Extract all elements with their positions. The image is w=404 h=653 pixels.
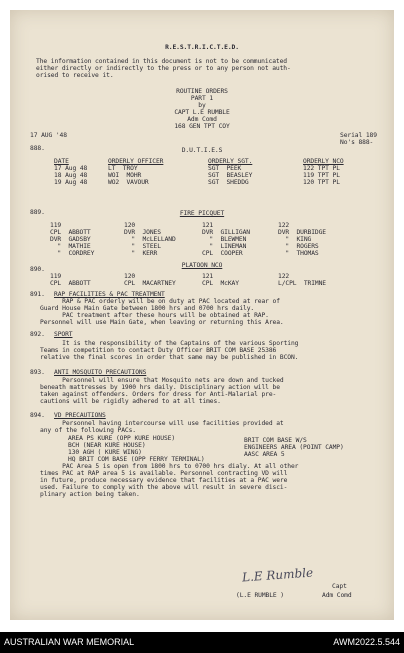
- rap-line-1: RAP & PAC orderly will be on duty at PAC located at rear of: [40, 298, 280, 305]
- vd-line-7: plinary action being taken.: [40, 491, 140, 498]
- picquet-120-line-1: DVR JONES: [124, 229, 161, 236]
- duties-row-1-sgt: SGT PEEK: [208, 165, 242, 172]
- warning-line-3: orised to receive it.: [36, 72, 114, 79]
- document-page: [10, 10, 394, 620]
- signature-rank: Capt: [332, 583, 347, 590]
- vd-left-3: 130 AGH ( KURE WING): [68, 449, 142, 456]
- vd-line-6: used. Failure to comply with the above will result in severe disci-: [40, 484, 288, 491]
- vd-line-3: PAC Area 5 is open from 1800 hrs to 0700 hrs dialy. At all other: [40, 463, 299, 470]
- nco-122-name: L/CPL TRIMNE: [278, 280, 326, 287]
- vd-left-1: AREA PS KURE (OPP KURE HOUSE): [68, 435, 176, 442]
- platoon-nco-heading: PLATOON NCO: [181, 262, 223, 269]
- classification-heading: R.E.S.T.R.I.C.T.E.D.: [165, 44, 239, 51]
- unit-name: 168 GEN TPT COY: [174, 123, 230, 130]
- warning-line-1: The information contained in this document is not to be communicated: [36, 58, 287, 65]
- picquet-122-line-2: " KING: [278, 236, 312, 243]
- vd-line-2: any of the following PACs.: [40, 427, 136, 434]
- picquet-pl-120: 120: [124, 222, 136, 229]
- section-892-number: 892.: [30, 331, 45, 338]
- nco-120-name: CPL MACARTNEY: [124, 280, 176, 287]
- duties-row-1-date: 17 Aug 48: [54, 165, 88, 172]
- sport-line-2: Teams in competition to contact Duty Officer BRIT COM BASE 25386: [40, 347, 277, 354]
- anti-mosquito-heading: ANTI MOSQUITO PRECAUTIONS: [54, 369, 147, 376]
- duties-row-1-officer: LT TROY: [108, 165, 138, 172]
- nco-pl-122: 122: [278, 273, 290, 280]
- picquet-pl-122: 122: [278, 222, 290, 229]
- vd-left-4: HQ BRIT COM BASE (OPP FERRY TERMINAL): [68, 456, 205, 463]
- picquet-121-line-4: CPL COOPER: [202, 250, 243, 257]
- order-date: 17 AUG '48: [30, 132, 67, 139]
- nco-121-name: CPL McKAY: [202, 280, 239, 287]
- section-893-number: 893.: [30, 369, 45, 376]
- duties-header-nco: ORDERLY NCO: [303, 158, 344, 165]
- mosquito-line-2: beneath mattresses by 1900 hrs daily. Disciplinary action will be: [40, 384, 280, 391]
- section-894-number: 894.: [30, 412, 45, 419]
- fire-picquet-heading: FIRE PICQUET: [179, 210, 225, 217]
- vd-line-4: times PAC at RAP area 5 is available. Personnel contracting VD will: [40, 470, 288, 477]
- by-label: by: [198, 102, 206, 109]
- sport-line-1: It is the responsibility of the Captains of the various Sporting: [40, 340, 299, 347]
- picquet-119-line-2: DVR GADSBY: [50, 236, 91, 243]
- archive-footer-bar: [0, 632, 404, 653]
- picquet-120-line-4: " KERR: [124, 250, 158, 257]
- order-numbers: No's 888-: [340, 139, 374, 146]
- nco-pl-119: 119: [50, 273, 62, 280]
- picquet-119-line-1: CPL ABBOTT: [50, 229, 91, 236]
- vd-right-1: BRIT COM BASE W/S: [244, 437, 307, 444]
- vd-line-1: Personnel having intercourse will use facilities provided at: [40, 420, 284, 427]
- routine-orders-title: ROUTINE ORDERS: [176, 88, 228, 95]
- officer-name: CAPT L.E RUMBLE: [174, 109, 230, 116]
- picquet-122-line-1: DVR DURBIDGE: [278, 229, 326, 236]
- serial-number: Serial 189: [340, 132, 377, 139]
- nco-pl-121: 121: [202, 273, 214, 280]
- picquet-119-line-3: " MATHIE: [50, 243, 91, 250]
- duties-row-3-sgt: SGT SHEDDG: [208, 179, 249, 186]
- rap-heading: RAP FACILITIES & PAC TREATMENT: [54, 291, 165, 298]
- mosquito-line-1: Personnel will ensure that Mosquito nets are down and tucked: [40, 377, 284, 384]
- handwritten-signature: L.E Rumble: [241, 565, 314, 585]
- footer-accession-number: AWM2022.5.544: [333, 637, 400, 647]
- nco-pl-120: 120: [124, 273, 136, 280]
- picquet-119-line-4: " CORDREY: [50, 250, 95, 257]
- section-890-number: 890.: [30, 266, 45, 273]
- vd-right-2: ENGINEERS AREA (POINT CAMP): [244, 444, 344, 451]
- duties-row-2-date: 18 Aug 48: [54, 172, 88, 179]
- vd-right-3: AASC AREA 5: [244, 451, 285, 458]
- rap-line-2: Guard House Main Gate between 1800 hrs and 0700 hrs daily.: [40, 305, 255, 312]
- picquet-121-line-3: " LINEMAN: [202, 243, 247, 250]
- duties-row-2-nco: 119 TPT PL: [303, 172, 340, 179]
- signature-name: (L.E RUMBLE ): [236, 592, 284, 599]
- duties-row-2-officer: WOI MOHR: [108, 172, 142, 179]
- picquet-pl-119: 119: [50, 222, 62, 229]
- footer-institution: AUSTRALIAN WAR MEMORIAL: [4, 637, 135, 647]
- sport-line-3: relative the final scores in order that same may be published in BCON.: [40, 354, 299, 361]
- vd-left-2: BCH (NEAR KURE HOUSE): [68, 442, 146, 449]
- duties-row-3-nco: 120 TPT PL: [303, 179, 340, 186]
- picquet-122-line-3: " ROGERS: [278, 243, 319, 250]
- adm-comd-label: Adm Comd: [187, 116, 217, 123]
- sport-heading: SPORT: [54, 331, 73, 338]
- duties-header-officer: ORDERLY OFFICER: [108, 158, 164, 165]
- duties-header-sgt: ORDERLY SGT.: [208, 158, 253, 165]
- vd-line-5: in future, produce necessary evidence that facilities at a PAC were: [40, 477, 288, 484]
- duties-row-3-date: 19 Aug 48: [54, 179, 88, 186]
- warning-line-2: either directly or indirectly to the press or to any person not auth-: [36, 65, 291, 72]
- picquet-121-line-1: DVR GILLIGAN: [202, 229, 250, 236]
- section-888-number: 888.: [30, 145, 45, 152]
- picquet-122-line-4: " THOMAS: [278, 250, 319, 257]
- duties-row-2-sgt: SGT BEASLEY: [208, 172, 253, 179]
- mosquito-line-4: cautions will be rigidly adhered to at all times.: [40, 398, 221, 405]
- rap-line-3: PAC treatment after these hours will be obtained at RAP.: [40, 312, 269, 319]
- picquet-120-line-2: " McLELLAND: [124, 236, 176, 243]
- part-label: PART 1: [190, 95, 214, 102]
- picquet-120-line-3: " STEEL: [124, 243, 161, 250]
- mosquito-line-3: taken against offenders. Orders for dress for Anti-Malarial pre-: [40, 391, 277, 398]
- nco-119-name: CPL ABBOTT: [50, 280, 91, 287]
- vd-heading: VD PRECAUTIONS: [54, 412, 106, 419]
- duties-heading: D.U.T.I.E.S: [181, 147, 223, 154]
- rap-line-4: Personnel will use Main Gate, when leaving or returning this Area.: [40, 319, 284, 326]
- section-891-number: 891.: [30, 291, 45, 298]
- picquet-121-line-2: " BLEWMEN: [202, 236, 247, 243]
- duties-row-1-nco: 122 TPT PL: [303, 165, 340, 172]
- section-889-number: 889.: [30, 209, 45, 216]
- duties-row-3-officer: WO2 VAVOUR: [108, 179, 149, 186]
- signature-title: Adm Comd: [322, 592, 352, 599]
- picquet-pl-121: 121: [202, 222, 214, 229]
- duties-header-date: DATE: [54, 158, 69, 165]
